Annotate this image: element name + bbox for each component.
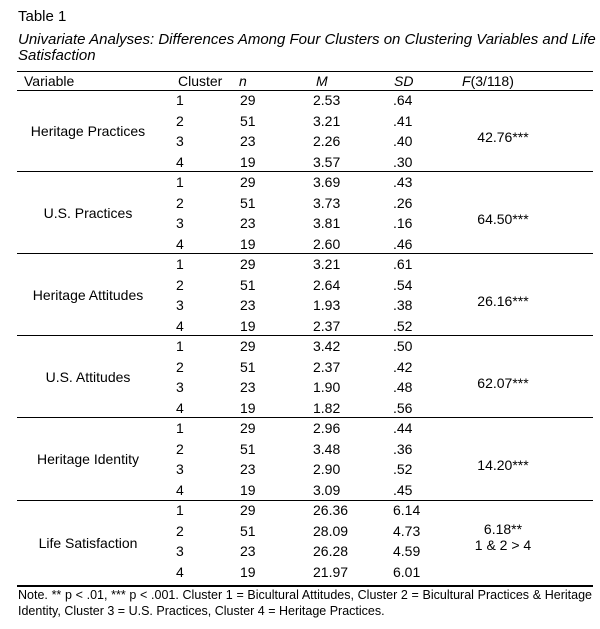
cell-sd: 6.01 [393, 563, 421, 580]
cell-m: 3.21 [313, 256, 341, 272]
header-n: n [239, 73, 247, 89]
variable-name: Heritage Attitudes [32, 287, 144, 303]
cell-cluster: 2 [176, 276, 184, 293]
f-value: 6.18** [483, 521, 523, 537]
cell-n: 51 [240, 522, 256, 539]
f-posthoc: 1 & 2 > 4 [474, 537, 532, 553]
cell-m: 2.37 [313, 358, 341, 375]
cell-cluster: 2 [176, 522, 184, 539]
cell-cluster: 1 [176, 420, 184, 436]
cell-cluster: 4 [176, 399, 184, 416]
cell-m: 26.28 [313, 543, 349, 559]
cell-sd: .16 [393, 215, 413, 231]
cell-sd: .46 [393, 235, 413, 252]
cell-n: 29 [240, 502, 256, 518]
cell-sd: .56 [393, 399, 413, 416]
cell-m: 3.73 [313, 194, 341, 211]
cell-cluster: 1 [176, 256, 184, 272]
cell-m: 28.09 [313, 522, 349, 539]
cell-m: 2.53 [313, 92, 341, 108]
cell-n: 51 [240, 276, 256, 293]
cell-sd: .64 [393, 92, 413, 108]
cell-sd: .41 [393, 112, 413, 129]
cell-m: 1.90 [313, 379, 341, 395]
cell-n: 19 [240, 235, 256, 252]
variable-name: Life Satisfaction [38, 535, 138, 551]
cell-cluster: 4 [176, 153, 184, 170]
cell-m: 1.93 [313, 297, 341, 313]
cell-n: 19 [240, 399, 256, 416]
cell-sd: .54 [393, 276, 413, 293]
cell-sd: .42 [393, 358, 413, 375]
header-sd: SD [394, 73, 414, 89]
cell-n: 23 [240, 297, 256, 313]
table-title: Table 1 [18, 8, 67, 25]
f-value: 62.07*** [477, 375, 529, 391]
cell-n: 23 [240, 543, 256, 559]
cell-m: 2.60 [313, 235, 341, 252]
group-divider [17, 171, 593, 172]
cell-m: 2.64 [313, 276, 341, 293]
f-value: 42.76*** [477, 129, 529, 145]
cell-n: 19 [240, 317, 256, 334]
cell-n: 51 [240, 440, 256, 457]
cell-sd: .43 [393, 174, 413, 190]
cell-cluster: 3 [176, 297, 184, 313]
cell-cluster: 2 [176, 112, 184, 129]
header-variable: Variable [24, 73, 75, 89]
variable-name: Heritage Identity [37, 451, 139, 467]
variable-name: Heritage Practices [30, 123, 146, 139]
variable-name: U.S. Attitudes [45, 369, 131, 385]
cell-n: 29 [240, 92, 256, 108]
cell-cluster: 2 [176, 440, 184, 457]
cell-sd: .30 [393, 153, 413, 170]
cell-m: 21.97 [313, 563, 349, 580]
cell-m: 3.69 [313, 174, 341, 190]
table-subtitle: Univariate Analyses: Differences Among Four Clusters on Clustering Variables and Life Satisfaction [18, 31, 596, 64]
cell-n: 29 [240, 420, 256, 436]
variable-name: U.S. Practices [43, 205, 133, 221]
cell-m: 2.37 [313, 317, 341, 334]
cell-m: 1.82 [313, 399, 341, 416]
cell-n: 23 [240, 379, 256, 395]
cell-n: 23 [240, 133, 256, 149]
cell-cluster: 4 [176, 235, 184, 252]
cell-sd: .36 [393, 440, 413, 457]
cell-sd: .38 [393, 297, 413, 313]
cell-sd: 4.73 [393, 522, 421, 539]
cell-m: 2.96 [313, 420, 341, 436]
cell-m: 26.36 [313, 502, 349, 518]
header-f-df: (3/118) [470, 73, 514, 89]
cell-m: 3.09 [313, 481, 341, 498]
cell-sd: .45 [393, 481, 413, 498]
cell-m: 2.26 [313, 133, 341, 149]
cell-m: 3.48 [313, 440, 341, 457]
cell-n: 29 [240, 256, 256, 272]
cell-sd: 4.59 [393, 543, 421, 559]
cell-m: 3.57 [313, 153, 341, 170]
cell-sd: .61 [393, 256, 413, 272]
cell-cluster: 4 [176, 317, 184, 334]
header-bottom-rule [17, 90, 593, 91]
cell-m: 3.81 [313, 215, 341, 231]
cell-m: 2.90 [313, 461, 341, 477]
cell-sd: 6.14 [393, 502, 421, 518]
f-value: 64.50*** [477, 211, 529, 227]
cell-cluster: 1 [176, 174, 184, 190]
cell-sd: .44 [393, 420, 413, 436]
cell-cluster: 1 [176, 338, 184, 354]
cell-sd: .52 [393, 317, 413, 334]
cell-n: 19 [240, 153, 256, 170]
cell-cluster: 2 [176, 358, 184, 375]
header-cluster: Cluster [178, 73, 223, 89]
group-divider [17, 500, 593, 501]
cell-cluster: 3 [176, 379, 184, 395]
cell-n: 29 [240, 338, 256, 354]
cell-n: 51 [240, 194, 256, 211]
cell-cluster: 2 [176, 194, 184, 211]
cell-m: 3.42 [313, 338, 341, 354]
cell-n: 19 [240, 563, 256, 580]
group-divider [17, 417, 593, 418]
f-value: 14.20*** [477, 457, 529, 473]
cell-sd: .50 [393, 338, 413, 354]
header-f-letter: F [462, 73, 471, 89]
cell-n: 51 [240, 358, 256, 375]
cell-cluster: 4 [176, 563, 184, 580]
cell-cluster: 3 [176, 543, 184, 559]
cell-cluster: 3 [176, 133, 184, 149]
group-divider [17, 253, 593, 254]
cell-cluster: 3 [176, 215, 184, 231]
cell-n: 51 [240, 112, 256, 129]
cell-n: 29 [240, 174, 256, 190]
cell-cluster: 1 [176, 502, 184, 518]
cell-n: 19 [240, 481, 256, 498]
cell-n: 23 [240, 215, 256, 231]
group-divider [17, 335, 593, 336]
header-m: M [316, 73, 328, 89]
cell-sd: .40 [393, 133, 413, 149]
cell-m: 3.21 [313, 112, 341, 129]
cell-sd: .52 [393, 461, 413, 477]
f-value: 26.16*** [477, 293, 529, 309]
cell-sd: .26 [393, 194, 413, 211]
header-f [462, 73, 514, 89]
header-top-rule [17, 71, 593, 72]
cell-n: 23 [240, 461, 256, 477]
cell-cluster: 3 [176, 461, 184, 477]
cell-sd: .48 [393, 379, 413, 395]
cell-cluster: 4 [176, 481, 184, 498]
cell-cluster: 1 [176, 92, 184, 108]
table-note: Note. ** p < .01, *** p < .001. Cluster 1 = Bicultural Attitudes, Cluster 2 = Bicultural Practices & Heritage Identity, Cluster 3 = U.S. Practices, Cluster 4 = Heritage Practices. [18, 588, 592, 618]
